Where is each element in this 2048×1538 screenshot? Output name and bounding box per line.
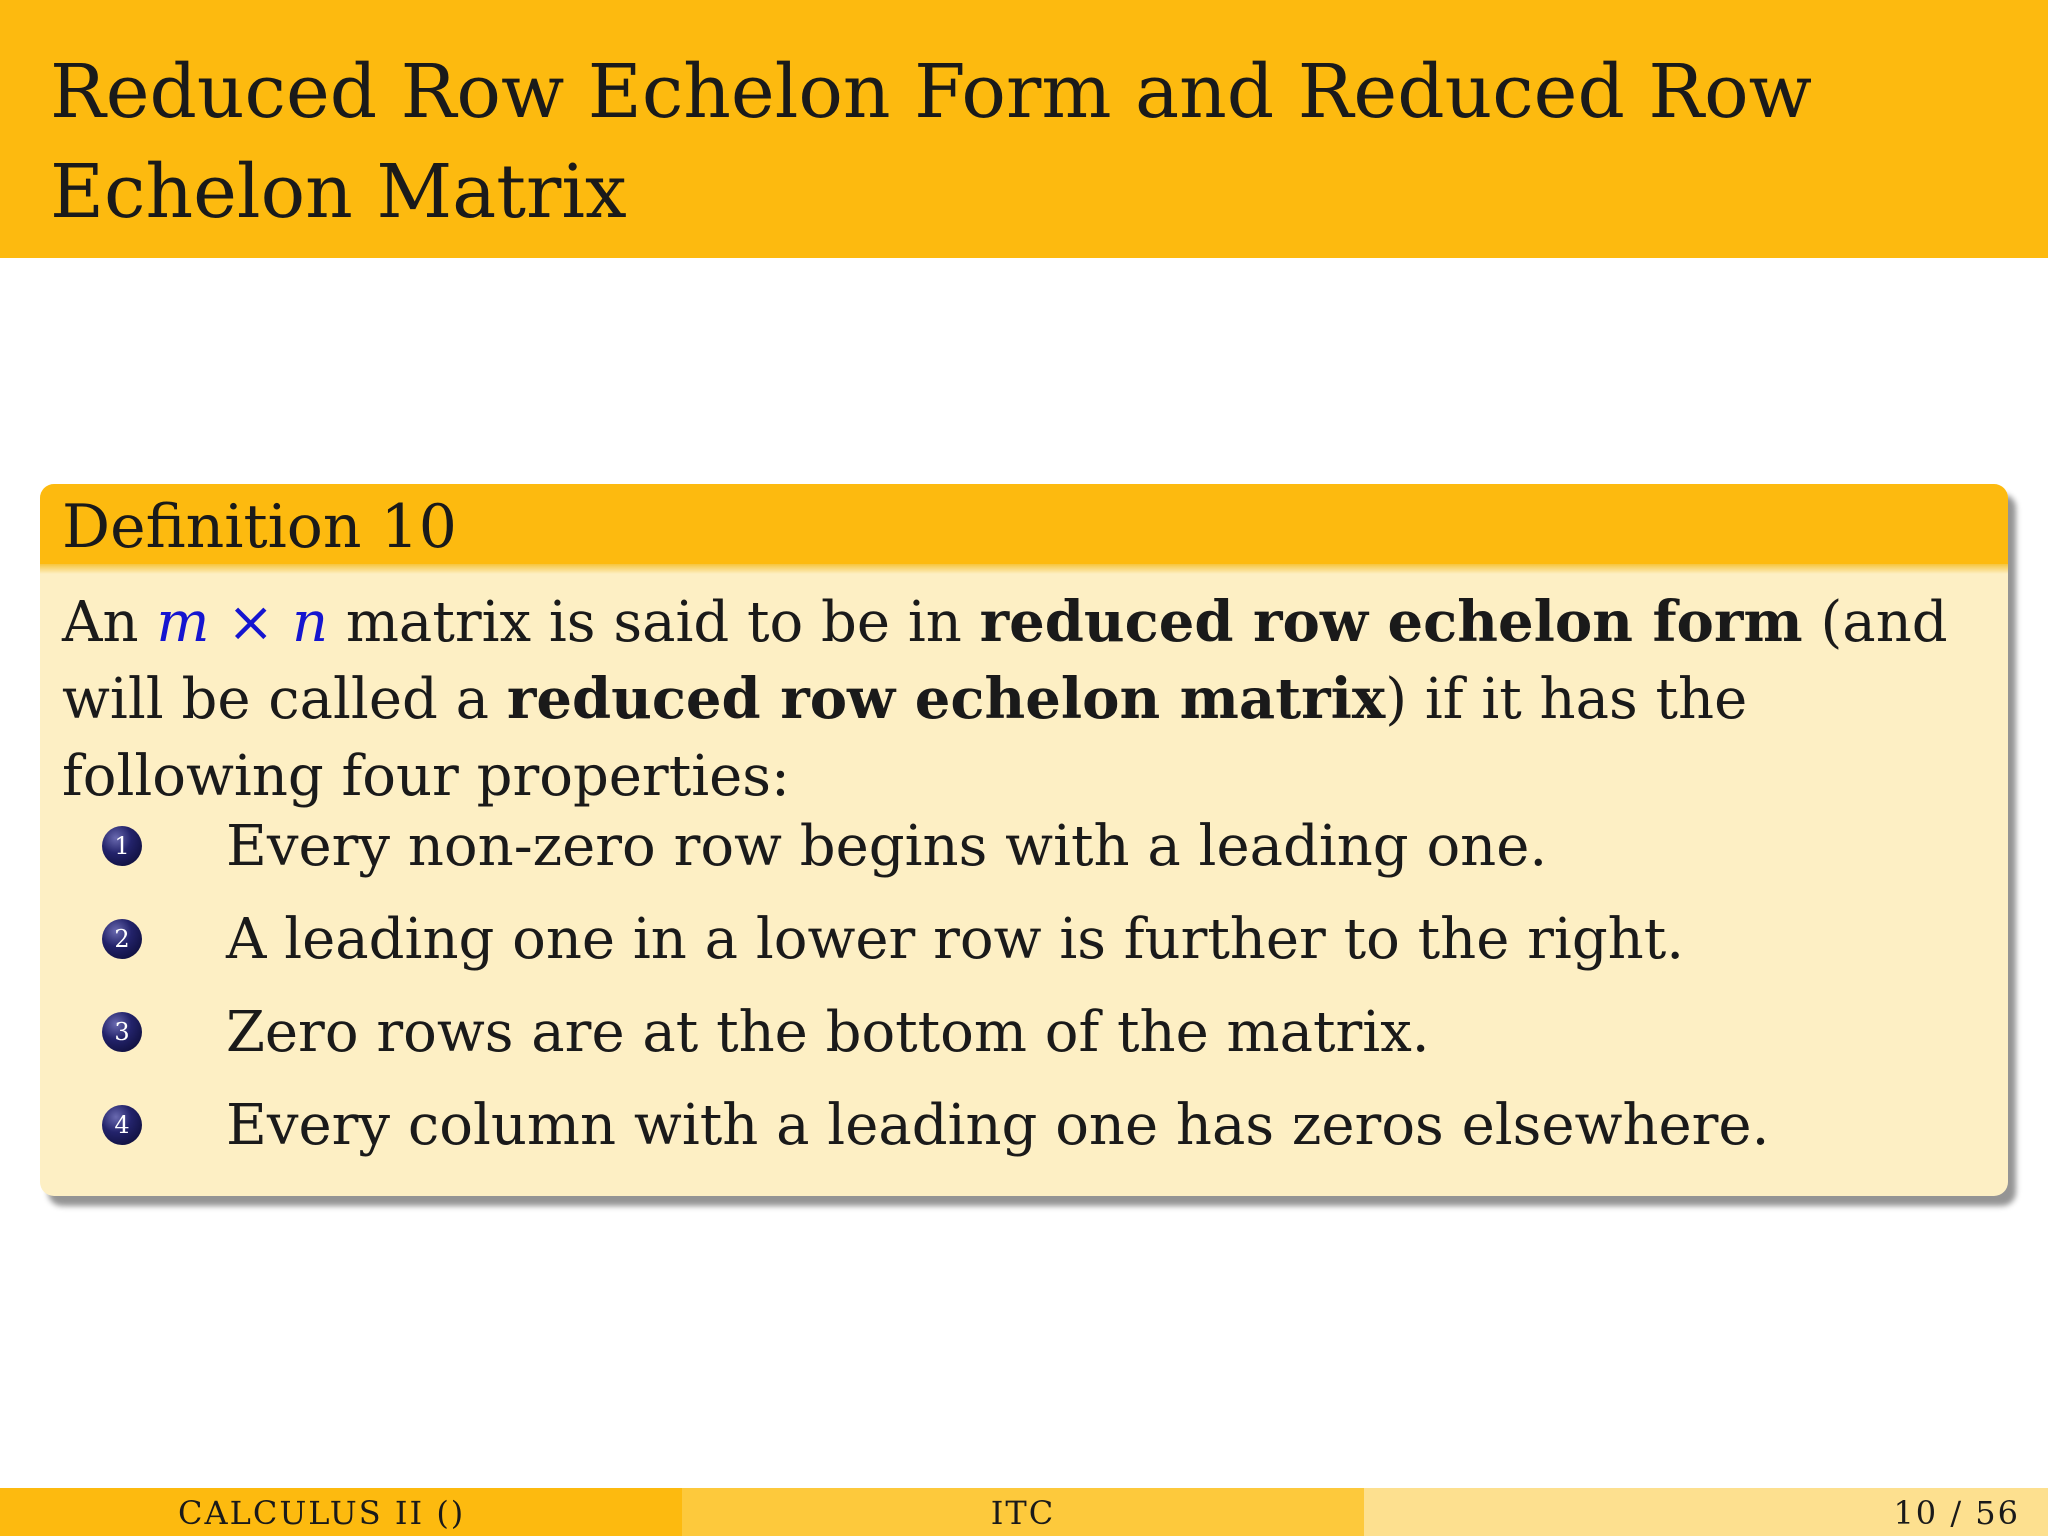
- footer-bar: [0, 1488, 2048, 1536]
- list-item-text: Every column with a leading one has zeros elsewhere.: [226, 1093, 1770, 1158]
- properties-list: [102, 800, 1982, 1172]
- term-reduced-row-echelon-matrix: reduced row echelon matrix: [506, 666, 1386, 732]
- list-item-text: Every non-zero row begins with a leading one.: [226, 814, 1548, 879]
- list-item: [102, 986, 1982, 1079]
- definition-intro: An m × n matrix is said to be in reduced row echelon form (and will be called a reduced row echelon matrix) if it has the following four properties:: [62, 589, 1948, 809]
- numbered-ball-icon: 1: [102, 826, 142, 866]
- term-reduced-row-echelon-form: reduced row echelon form: [979, 589, 1803, 655]
- definition-block: [40, 484, 2008, 1196]
- footer-page-number: 10 / 56: [1364, 1488, 2048, 1536]
- list-item: [102, 800, 1982, 893]
- footer-institution: ITC: [682, 1488, 1364, 1536]
- footer-course: CALCULUS II (): [0, 1488, 682, 1536]
- numbered-ball-icon: 2: [102, 919, 142, 959]
- slide-title-bar: [0, 0, 2048, 258]
- list-item-text: A leading one in a lower row is further to the right.: [226, 907, 1685, 972]
- numbered-ball-icon: 3: [102, 1012, 142, 1052]
- list-item: [102, 1079, 1982, 1172]
- math-m-times-n: m × n: [156, 590, 329, 655]
- definition-title: Definition 10: [62, 492, 457, 562]
- slide-title: Reduced Row Echelon Form and Reduced Row Echelon Matrix: [50, 49, 1812, 235]
- definition-header: [40, 484, 2008, 564]
- list-item: [102, 893, 1982, 986]
- list-item-text: Zero rows are at the bottom of the matrix.: [226, 1000, 1430, 1065]
- numbered-ball-icon: 4: [102, 1105, 142, 1145]
